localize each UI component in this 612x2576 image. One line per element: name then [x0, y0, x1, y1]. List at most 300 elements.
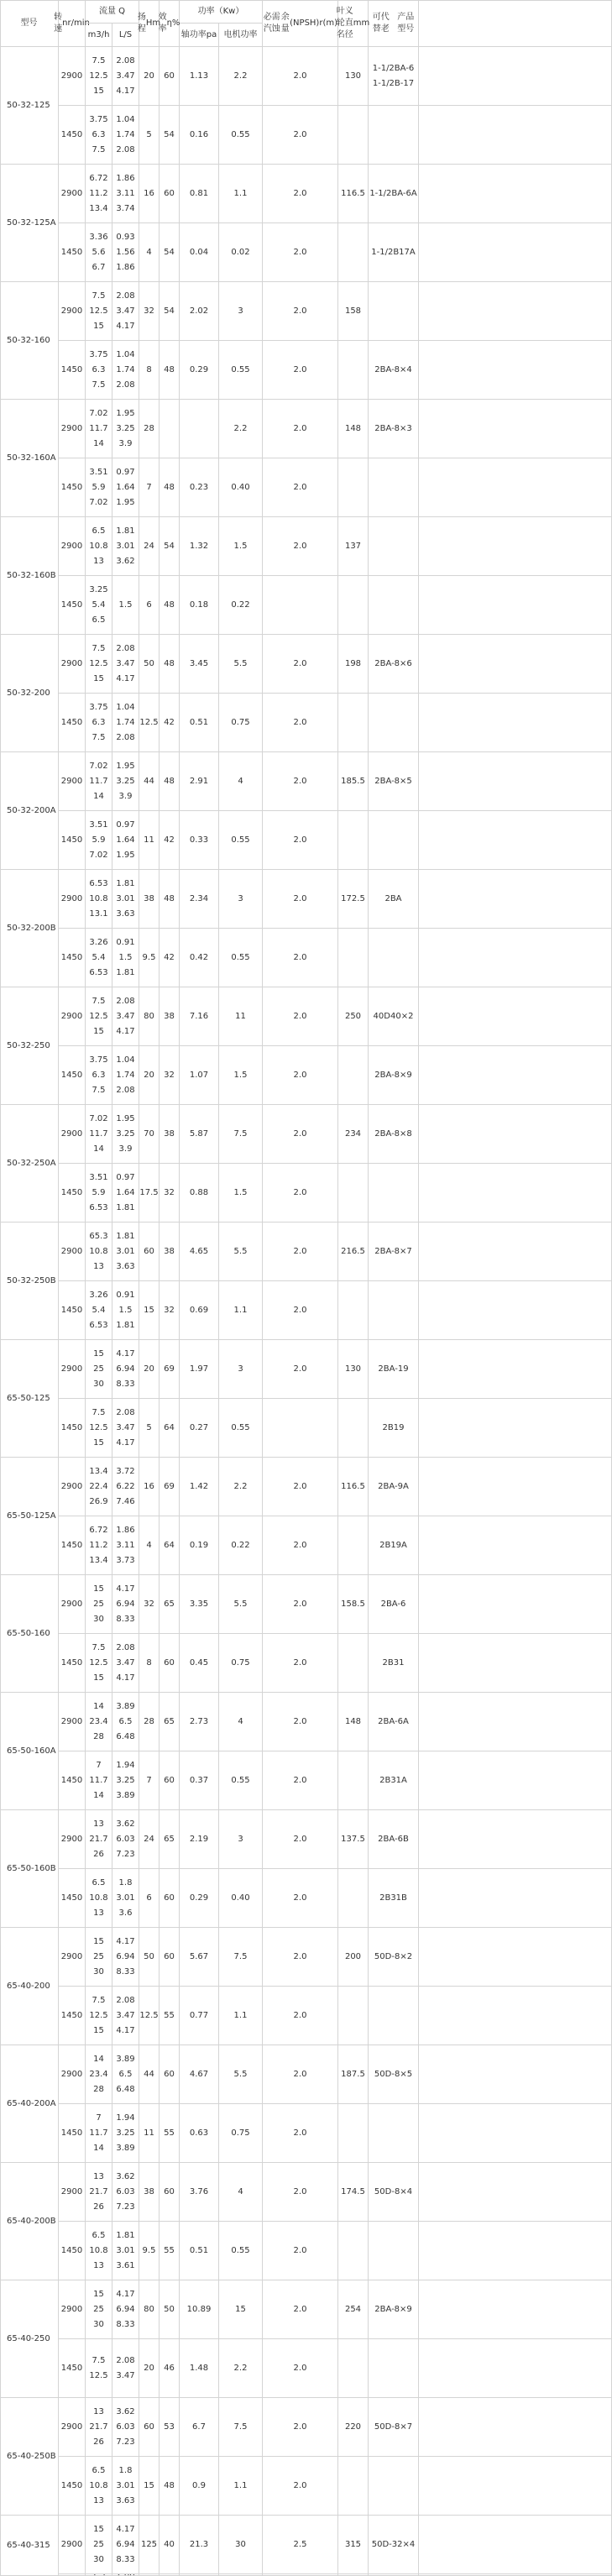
blank-cell [419, 1987, 612, 2045]
eff-cell: 38 [160, 987, 180, 1046]
flow-m3h-value: 7.5 [92, 55, 106, 65]
flow-ls-value: 7.23 [116, 2202, 135, 2212]
blank-cell [419, 2398, 612, 2457]
impeller-cell [338, 341, 369, 400]
flow-m3h-value: 15 [93, 1348, 104, 1359]
flow-ls-value: 3.89 [116, 2054, 135, 2064]
flow-m3h-cell [86, 576, 112, 635]
flow-m3h-value: 6.5 [92, 1877, 106, 1887]
flow-m3h-value: 25 [93, 2304, 104, 2314]
flow-ls-value: 3.01 [116, 1893, 135, 1903]
flow-ls-value: 1.64 [116, 482, 135, 492]
head-cell: 80 [139, 2280, 160, 2339]
speed-cell: 1450 [59, 1869, 86, 1928]
head-cell: 15 [139, 2457, 160, 2516]
head-cell: 11 [139, 2104, 160, 2163]
impeller-cell: 200 [338, 1928, 369, 1987]
flow-m3h-value: 10.8 [89, 2245, 108, 2255]
npsh-cell: 2.0 [263, 2339, 338, 2398]
model-cell: 50-32-250B [0, 1223, 59, 1340]
motor-power-cell: 7.5 [219, 2398, 263, 2457]
speed-cell: 2900 [59, 517, 86, 576]
flow-m3h-value: 13 [93, 1819, 104, 1829]
replace-cell [369, 2516, 419, 2574]
motor-power-cell: 2.2 [219, 1458, 263, 1516]
blank-cell [419, 752, 612, 811]
replace-cell [369, 1987, 419, 2045]
speed-cell: 2900 [59, 2045, 86, 2104]
flow-ls-value: 3.47 [116, 306, 135, 316]
flow-ls-value: 0.97 [116, 819, 135, 830]
eff-cell: 60 [160, 2045, 180, 2104]
impeller-cell [338, 1516, 369, 1575]
npsh-cell: 2.0 [263, 517, 338, 576]
impeller-cell: 234 [338, 1105, 369, 1164]
flow-ls-value: 3.01 [116, 1246, 135, 1256]
model-cell: 65-40-315 [0, 2516, 59, 2576]
head-cell: 9.5 [139, 2222, 160, 2280]
flow-ls-cell [112, 1751, 139, 1810]
flow-ls-value: 4.17 [116, 321, 135, 331]
flow-ls-value: 8.33 [116, 2554, 135, 2564]
header-model: 型号 [0, 0, 59, 47]
flow-m3h-cell [86, 635, 112, 694]
flow-m3h-cell [86, 1399, 112, 1458]
flow-m3h-value: 3.75 [89, 1055, 108, 1065]
flow-m3h-value: 5.9 [92, 482, 106, 492]
replace-model-value: 2BA-8×3 [374, 423, 412, 433]
replace-cell [369, 2457, 419, 2516]
header-eff-line: η [166, 18, 172, 28]
blank-cell [419, 811, 612, 870]
eff-cell: 55 [160, 1987, 180, 2045]
flow-ls-cell [112, 1810, 139, 1869]
npsh-cell: 2.0 [263, 458, 338, 517]
model-cell: 65-40-250 [0, 2280, 59, 2398]
flow-m3h-cell [86, 1693, 112, 1751]
npsh-cell: 2.0 [263, 1810, 338, 1869]
flow-ls-value: 1.04 [116, 1055, 135, 1065]
flow-m3h-value: 6.3 [92, 1070, 106, 1080]
flow-m3h-cell [86, 1046, 112, 1105]
flow-ls-value: 2.08 [116, 1642, 135, 1652]
impeller-cell [338, 223, 369, 282]
flow-m3h-value: 6.5 [92, 615, 106, 625]
eff-cell: 46 [160, 2339, 180, 2398]
flow-ls-value: 3.25 [116, 1128, 135, 1139]
flow-m3h-value: 6.3 [92, 717, 106, 727]
speed-cell: 1450 [59, 2339, 86, 2398]
flow-m3h-value: 21.7 [89, 2186, 108, 2196]
eff-cell: 32 [160, 1281, 180, 1340]
flow-m3h-value: 14 [93, 1144, 104, 1154]
eff-cell: 60 [160, 2163, 180, 2222]
flow-ls-value: 3.6 [118, 1908, 133, 1918]
eff-cell: 54 [160, 223, 180, 282]
flow-m3h-cell [86, 1869, 112, 1928]
impeller-cell: 254 [338, 2280, 369, 2339]
npsh-cell: 2.0 [263, 2398, 338, 2457]
flow-ls-value: 3.9 [118, 438, 133, 448]
flow-m3h-value: 3.51 [89, 467, 108, 477]
flow-m3h-value: 3.51 [89, 1172, 108, 1182]
flow-m3h-value: 7.02 [89, 497, 108, 507]
flow-m3h-value: 13 [93, 2260, 104, 2270]
motor-power-cell: 5.5 [219, 1575, 263, 1634]
head-cell: 24 [139, 1810, 160, 1869]
head-cell: 8 [139, 341, 160, 400]
flow-ls-value: 1.95 [116, 1113, 135, 1123]
flow-m3h-value: 15 [93, 1673, 104, 1683]
shaft-power-cell: 0.29 [180, 341, 219, 400]
replace-model-value: 1-1/2B-17 [372, 78, 415, 88]
motor-power-cell: 0.02 [219, 223, 263, 282]
blank-cell [419, 165, 612, 223]
head-cell: 8 [139, 1634, 160, 1693]
flow-m3h-value: 14 [93, 791, 104, 801]
flow-ls-value: 4.17 [116, 673, 135, 683]
flow-ls-value: 1.94 [116, 2113, 135, 2123]
shaft-power-cell: 1.42 [180, 1458, 219, 1516]
head-cell: 50 [139, 635, 160, 694]
flow-ls-value: 3.11 [116, 1540, 135, 1550]
head-cell: 60 [139, 1223, 160, 1281]
model-cell: 50-32-200 [0, 635, 59, 752]
blank-cell [419, 1869, 612, 1928]
flow-m3h-cell [86, 2516, 112, 2574]
speed-cell: 2900 [59, 635, 86, 694]
motor-power-cell: 3 [219, 1340, 263, 1399]
impeller-cell: 216.5 [338, 1223, 369, 1281]
flow-ls-value: 2.08 [116, 1407, 135, 1417]
flow-ls-cell [112, 1340, 139, 1399]
speed-cell: 2900 [59, 1693, 86, 1751]
flow-m3h-value: 30 [93, 1379, 104, 1389]
flow-ls-cell [112, 1575, 139, 1634]
flow-ls-value: 0.97 [116, 467, 135, 477]
npsh-cell: 2.0 [263, 1634, 338, 1693]
head-cell: 4 [139, 223, 160, 282]
flow-m3h-cell [86, 223, 112, 282]
npsh-cell [263, 1399, 338, 1458]
flow-ls-cell [112, 1281, 139, 1340]
eff-cell: 32 [160, 1164, 180, 1223]
flow-m3h-value: 13.4 [89, 1555, 108, 1565]
eff-cell [160, 400, 180, 458]
blank-cell [419, 1340, 612, 1399]
replace-cell [369, 1399, 419, 1458]
impeller-cell [338, 106, 369, 165]
header-eff-line: 效率 [158, 12, 167, 34]
motor-power-cell: 3 [219, 1810, 263, 1869]
motor-power-cell: 0.55 [219, 106, 263, 165]
npsh-cell: 2.0 [263, 1693, 338, 1751]
header-replace [369, 0, 419, 47]
header-head [139, 0, 160, 47]
flow-m3h-value: 13 [93, 2171, 104, 2181]
shaft-power-cell: 0.51 [180, 694, 219, 752]
eff-cell: 48 [160, 870, 180, 929]
model-cell: 50-32-125 [0, 47, 59, 165]
npsh-cell: 2.0 [263, 47, 338, 106]
replace-cell [369, 2104, 419, 2163]
shaft-power-cell: 0.33 [180, 811, 219, 870]
shaft-power-cell: 0.9 [180, 2457, 219, 2516]
flow-ls-value: 1.04 [116, 114, 135, 124]
blank-cell [419, 2516, 612, 2574]
replace-cell [369, 929, 419, 987]
flow-ls-value: 3.01 [116, 541, 135, 551]
flow-m3h-cell [86, 1810, 112, 1869]
head-cell: 4 [139, 1516, 160, 1575]
flow-ls-value: 0.91 [116, 937, 135, 947]
flow-ls-cell [112, 341, 139, 400]
flow-m3h-value: 5.9 [92, 1187, 106, 1197]
replace-cell [369, 2163, 419, 2222]
flow-ls-value: 3.89 [116, 1790, 135, 1800]
flow-m3h-value: 11.2 [89, 188, 108, 198]
flow-ls-value: 2.08 [116, 1995, 135, 2005]
flow-ls-value: 2.08 [116, 996, 135, 1006]
motor-power-cell: 0.75 [219, 2104, 263, 2163]
eff-cell: 53 [160, 2398, 180, 2457]
replace-cell [369, 1634, 419, 1693]
flow-ls-value: 2.08 [116, 643, 135, 653]
flow-m3h-cell [86, 2163, 112, 2222]
flow-m3h-value: 13.1 [89, 908, 108, 919]
flow-ls-value: 1.8 [118, 1877, 133, 1887]
model-cell: 65-40-250B [0, 2398, 59, 2516]
flow-ls-value: 6.94 [116, 2304, 135, 2314]
flow-m3h-value: 6.53 [89, 1320, 108, 1330]
replace-cell [369, 1164, 419, 1223]
flow-ls-cell [112, 1164, 139, 1223]
replace-model-value: 1-1/2BA-6A [369, 188, 417, 198]
motor-power-cell: 3 [219, 282, 263, 341]
blank-cell [419, 2104, 612, 2163]
impeller-cell: 158.5 [338, 1575, 369, 1634]
replace-model-value: 50D-8×5 [374, 2069, 413, 2079]
impeller-cell: 250 [338, 987, 369, 1046]
npsh-cell: 2.5 [263, 2516, 338, 2574]
replace-model-value: 2BA-8×9 [374, 2304, 412, 2314]
flow-m3h-cell [86, 517, 112, 576]
blank-cell [419, 400, 612, 458]
flow-m3h-value: 15 [93, 2025, 104, 2035]
shaft-power-cell: 21.3 [180, 2516, 219, 2574]
flow-ls-value: 6.94 [116, 2539, 135, 2549]
replace-model-value: 2BA-8×7 [374, 1246, 412, 1256]
head-cell: 6 [139, 1869, 160, 1928]
npsh-cell: 2.0 [263, 2457, 338, 2516]
flow-ls-value: 1.74 [116, 129, 135, 139]
header-eff-line: % [171, 18, 180, 28]
flow-m3h-value: 30 [93, 1614, 104, 1624]
flow-m3h-cell [86, 2457, 112, 2516]
npsh-cell: 2.0 [263, 694, 338, 752]
npsh-cell: 2.0 [263, 2104, 338, 2163]
flow-m3h-value: 65.3 [89, 1231, 108, 1241]
flow-m3h-value: 3.75 [89, 114, 108, 124]
flow-ls-value: 1.95 [116, 761, 135, 771]
flow-m3h-value: 6.5 [92, 2230, 106, 2240]
model-cell: 50-32-160A [0, 400, 59, 517]
flow-ls-value: 4.17 [116, 1936, 135, 1946]
shaft-power-cell: 0.81 [180, 165, 219, 223]
eff-cell: 38 [160, 1223, 180, 1281]
flow-m3h-value: 13 [93, 1908, 104, 1918]
flow-ls-value: 1.86 [116, 262, 135, 272]
flow-ls-value: 3.63 [116, 2495, 135, 2505]
impeller-cell: 315 [338, 2516, 369, 2574]
flow-ls-value: 2.08 [116, 2355, 135, 2365]
shaft-power-cell: 0.16 [180, 106, 219, 165]
flow-m3h-cell [86, 2280, 112, 2339]
blank-cell [419, 47, 612, 106]
flow-ls-value: 8.33 [116, 1379, 135, 1389]
replace-cell [369, 1869, 419, 1928]
flow-ls-value: 1.64 [116, 1187, 135, 1197]
flow-ls-value: 1.56 [116, 247, 135, 257]
eff-cell: 60 [160, 1751, 180, 1810]
flow-ls-value: 3.01 [116, 2245, 135, 2255]
motor-power-cell: 1.5 [219, 517, 263, 576]
speed-cell: 1450 [59, 2457, 86, 2516]
flow-ls-cell [112, 2045, 139, 2104]
flow-ls-cell [112, 1634, 139, 1693]
flow-m3h-value: 6.53 [89, 1202, 108, 1212]
flow-m3h-cell [86, 1634, 112, 1693]
flow-m3h-value: 7.02 [89, 408, 108, 418]
flow-ls-value: 2.08 [116, 380, 135, 390]
flow-ls-value: 0.93 [116, 232, 135, 242]
blank-cell [419, 1693, 612, 1751]
impeller-cell: 148 [338, 400, 369, 458]
replace-model-value: 2BA-8×5 [374, 776, 412, 786]
impeller-cell: 137.5 [338, 1810, 369, 1869]
blank-cell [419, 1223, 612, 1281]
flow-m3h-value: 15 [93, 1584, 104, 1594]
npsh-cell: 2.0 [263, 1869, 338, 1928]
flow-ls-value: 4.17 [116, 86, 135, 96]
header-speed [54, 0, 90, 47]
replace-cell [369, 47, 419, 106]
npsh-cell: 2.0 [263, 282, 338, 341]
eff-cell: 60 [160, 47, 180, 106]
eff-cell: 48 [160, 2457, 180, 2516]
flow-m3h-cell [86, 341, 112, 400]
flow-m3h-value: 12.5 [89, 2010, 108, 2020]
shaft-power-cell: 0.42 [180, 929, 219, 987]
flow-ls-value: 3.62 [116, 556, 135, 566]
flow-m3h-value: 5.4 [92, 599, 106, 610]
shaft-power-cell: 0.88 [180, 1164, 219, 1223]
head-cell: 5 [139, 1399, 160, 1458]
flow-ls-value: 3.01 [116, 2480, 135, 2490]
npsh-cell [263, 576, 338, 635]
flow-m3h-value: 7.02 [89, 850, 108, 860]
shaft-power-cell: 4.67 [180, 2045, 219, 2104]
eff-cell: 42 [160, 929, 180, 987]
eff-cell: 65 [160, 1575, 180, 1634]
speed-cell: 2900 [59, 1340, 86, 1399]
flow-m3h-value: 14 [93, 438, 104, 448]
flow-m3h-value: 25 [93, 1599, 104, 1609]
speed-cell: 1450 [59, 2222, 86, 2280]
shaft-power-cell: 1.13 [180, 47, 219, 106]
npsh-cell: 2.0 [263, 165, 338, 223]
flow-m3h-value: 13 [93, 2406, 104, 2416]
shaft-power-cell: 3.76 [180, 2163, 219, 2222]
flow-m3h-value: 13 [93, 1261, 104, 1271]
replace-cell [369, 694, 419, 752]
flow-m3h-value: 11.7 [89, 1775, 108, 1785]
shaft-power-cell: 3.35 [180, 1575, 219, 1634]
impeller-cell: 130 [338, 47, 369, 106]
replace-model-value: 50D-8×4 [374, 2186, 413, 2196]
shaft-power-cell: 0.45 [180, 1634, 219, 1693]
shaft-power-cell: 0.19 [180, 1516, 219, 1575]
npsh-cell: 2.0 [263, 1575, 338, 1634]
speed-cell: 2900 [59, 2280, 86, 2339]
blank-cell [419, 2457, 612, 2516]
motor-power-cell: 5.5 [219, 635, 263, 694]
flow-m3h-value: 5.4 [92, 1305, 106, 1315]
eff-cell: 48 [160, 635, 180, 694]
eff-cell: 69 [160, 1340, 180, 1399]
replace-cell [369, 1751, 419, 1810]
flow-m3h-value: 23.4 [89, 1716, 108, 1726]
flow-ls-cell [112, 1928, 139, 1987]
flow-m3h-value: 7.5 [92, 643, 106, 653]
speed-cell: 1450 [59, 223, 86, 282]
flow-m3h-value: 6.5 [92, 2465, 106, 2475]
motor-power-cell: 4 [219, 2163, 263, 2222]
motor-power-cell: 0.55 [219, 341, 263, 400]
flow-ls-value: 1.5 [118, 1305, 133, 1315]
replace-cell [369, 1928, 419, 1987]
header-speed-line: n [62, 18, 68, 28]
motor-power-cell: 1.5 [219, 1164, 263, 1223]
speed-cell: 1450 [59, 1399, 86, 1458]
impeller-cell: 137 [338, 517, 369, 576]
speed-cell: 1450 [59, 1046, 86, 1105]
flow-m3h-value: 25 [93, 1364, 104, 1374]
motor-power-cell: 0.75 [219, 1634, 263, 1693]
speed-cell: 1450 [59, 1987, 86, 2045]
npsh-cell: 2.0 [263, 1987, 338, 2045]
blank-cell [419, 517, 612, 576]
replace-cell [369, 517, 419, 576]
flow-ls-value: 1.94 [116, 1760, 135, 1770]
replace-model-value: 2B31A [379, 1775, 407, 1785]
replace-model-value: 50D-8×2 [374, 1951, 413, 1961]
replace-cell [369, 1810, 419, 1869]
flow-ls-value: 1.81 [116, 2230, 135, 2240]
flow-m3h-value: 15 [93, 1026, 104, 1036]
flow-ls-value: 1.81 [116, 878, 135, 888]
head-cell: 12.5 [139, 694, 160, 752]
flow-ls-cell [112, 694, 139, 752]
npsh-cell: 2.0 [263, 1105, 338, 1164]
flow-m3h-value: 7.02 [89, 761, 108, 771]
flow-ls-value: 1.5 [118, 952, 133, 962]
eff-cell: 38 [160, 1105, 180, 1164]
flow-ls-value: 1.86 [116, 173, 135, 183]
flow-ls-value: 1.74 [116, 717, 135, 727]
blank-cell [419, 2339, 612, 2398]
speed-cell: 1450 [59, 694, 86, 752]
